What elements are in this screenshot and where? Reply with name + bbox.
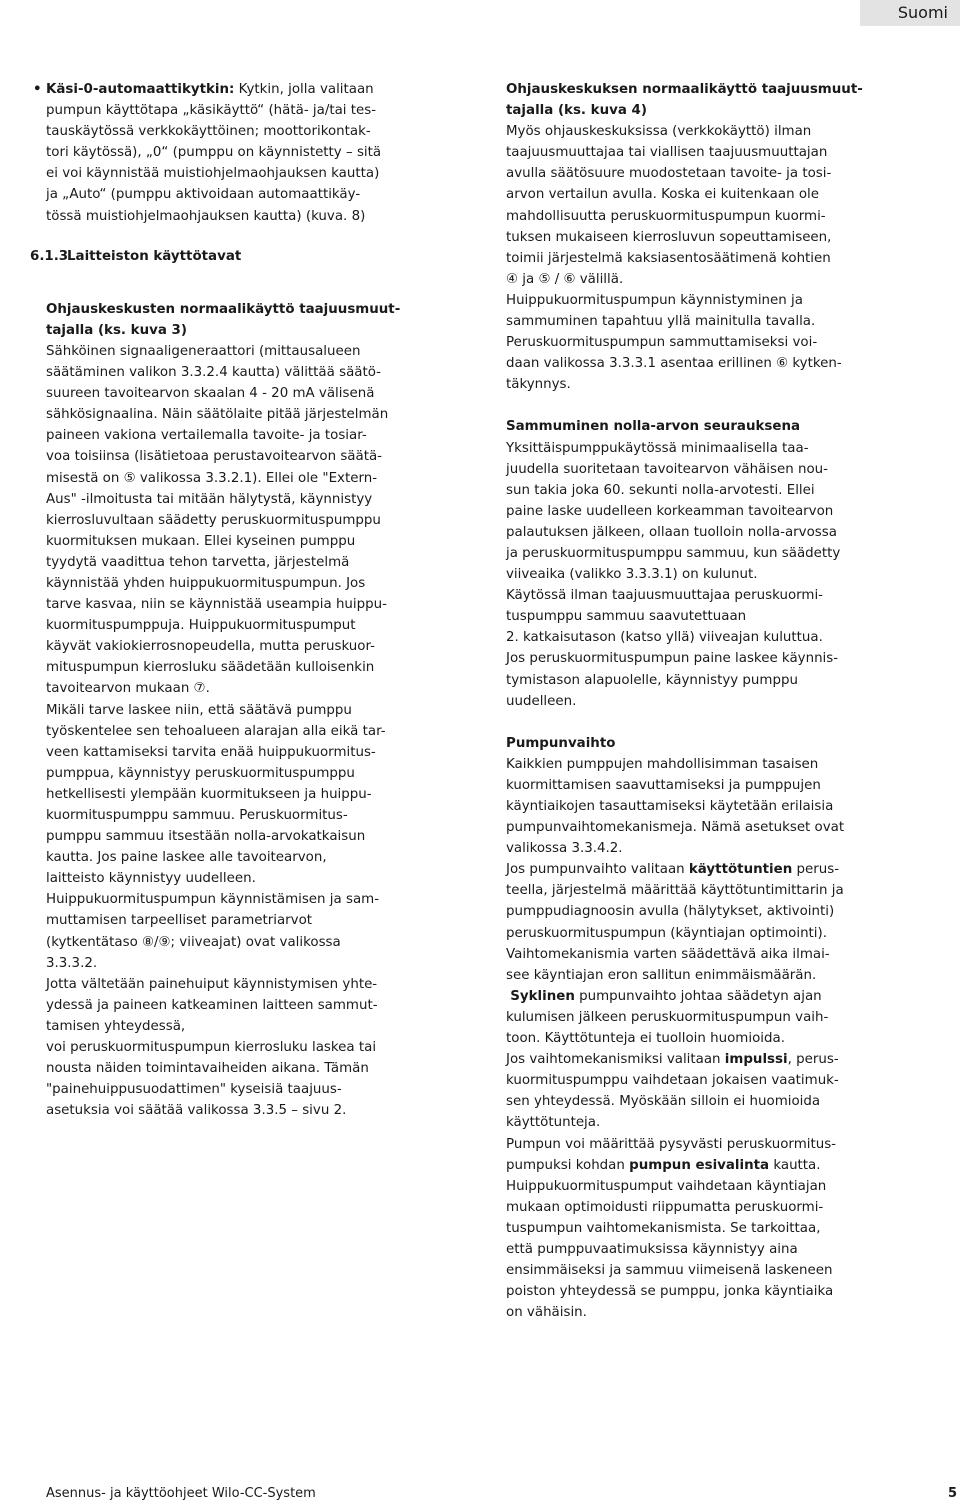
section-heading <box>30 246 396 267</box>
left-column <box>30 79 401 1121</box>
language-tab: Suomi <box>860 0 960 26</box>
bullet-label: Käsi-0-automaattikytkin: <box>46 82 235 97</box>
heading-zero-shutdown: Sammuminen nolla-arvon seurauksena <box>506 419 801 435</box>
bullet-item-switch <box>33 79 396 227</box>
bullet-line: tauskäytössä verkkokäyttöinen; moottorikontak- <box>46 124 371 140</box>
bullet-line: Kytkin, jolla valitaan <box>234 82 374 97</box>
bullet-line: ei voi käynnistää muistiohjelmaohjauksen kautta) <box>46 166 380 182</box>
page-number: 5 <box>948 1486 958 1501</box>
subheading: Ohjauskeskusten normaalikäyttö taajuusmuut- tajalla (ks. kuva 3) <box>46 301 401 338</box>
emphasis-cyclic: Syklinen <box>510 988 575 1004</box>
emphasis-pump-preselection: pumpun esivalinta <box>629 1157 770 1173</box>
bullet-dot: • <box>33 82 42 97</box>
paragraph-pump-change: Kaikkien pumppujen mahdollisimman tasaisen kuormittamisen saavuttamiseksi ja pumppujen käyntiaikojen tasauttamiseksi käytetään erilaisia pumpunvaihtomekanismeja. Nämä asetukset ovat valikossa 3.3.4.2. Jos pumpunvaihto valitaan käyttötuntien perus- teella, järjestelmä määrittää käyttötuntimittarin ja pumppudiagnoosin avulla (hälytykset, aktivointi) peruskuormituspumpun (käyntiajan optimointi). Vaihtomekanismia varten säädettävä aika ilmai- see käyntiajan eron sallitun enimmäismäärän. Syklinen pumpunvaihto johtaa säädetyn ajan kulumisen jälkeen peruskuormituspumpun vaih- toon. Käyttötunteja ei tuolloin huomioida. Jos vaihtomekanismiksi valitaan impulssi, perus- kuormituspumppu vaihdetaan jokaisen vaatimuk- sen yhteydessä. Myöskään silloin ei huomioida käyttötunteja. Pumpun voi määrittää pysyvästi peruskuormitus- pumpuksi kohdan pumpun esivalinta kautta. Huippukuormituspumput vaihdetaan käyntiajan mukaan optimoidusti riippumatta peruskuormi- tuspumpun vaihtomekanismista. Se tarkoittaa, että pumppuvaatimuksissa käynnistyy aina ensimmäiseksi ja sammuu viimeisenä laskeneen poiston yhteydessä se pumppu, jonka käyntiaika on vähäisin. <box>506 756 845 1321</box>
paragraph-normal-operation: Myös ohjauskeskuksissa (verkkokäyttö) ilman taajuusmuuttajaa tai viallisen taajuusmuuttajan avulla säätösuure muodostetaan tavoite- ja tosi- arvon vertailun avulla. Koska ei kuitenkaan ole mahdollisuutta peruskuormituspumpun kuormi- tuksen mukaiseen kierrosluvun sopeuttamiseen, toimii järjestelmä kaksiasentosäätimenä kohtien ④ ja ⑤ / ⑥ välillä. Huippukuormituspumpun käynnistyminen ja sammuminen tapahtuu yllä mainitulla tavalla. Peruskuormituspumpun sammuttamiseksi voi- daan valikossa 3.3.3.1 asentaa erillinen ⑥ kytken- täkynnys. <box>506 124 842 393</box>
emphasis-operating-hours: käyttötuntien <box>688 862 793 878</box>
emphasis-impulse: impulssi <box>724 1052 788 1068</box>
heading-pump-change: Pumpunvaihto <box>506 735 616 751</box>
bullet-line: ja „Auto“ (pumppu aktivoidaan automaattikäy- <box>46 187 361 203</box>
bullet-line: tori käytössä), „0“ (pumppu on käynnistetty – sitä <box>46 145 382 161</box>
bullet-line: pumpun käyttötapa „käsikäyttö“ (hätä- ja/tai tes- <box>46 103 377 119</box>
footer-document-title: Asennus- ja käyttöohjeet Wilo-CC-System <box>46 1486 316 1501</box>
heading-normal-operation: Ohjauskeskuksen normaalikäyttö taajuusmuut- tajalla (ks. kuva 4) <box>506 82 863 119</box>
section-title: Laitteiston käyttötavat <box>67 248 242 264</box>
right-column <box>506 79 863 1323</box>
bullet-line: tössä muistiohjelmaohjauksen kautta) (kuva. 8) <box>46 208 366 224</box>
paragraph-zero-shutdown: Yksittäispumppukäytössä minimaalisella taa- juudella suoritetaan tavoitearvon vähäisen nou- sun takia joka 60. sekunti nolla-arvotesti. Ellei paine laske uudelleen korkeamman tavoitearvon palautuksen jälkeen, ollaan tuolloin nolla-arvossa ja peruskuormituspumppu sammuu, kun säädetty viiveaika (valikko 3.3.3.1) on kulunut. Käytössä ilman taajuusmuuttajaa peruskuormi- tuspumppu sammuu saavutettuaan 2. katkaisutason (katso yllä) viiveajan kuluttua. Jos peruskuormituspumpun paine laskee käynnis- tymistason alapuolelle, käynnistyy pumppu uudelleen. <box>506 440 841 709</box>
section-number: 6.1.3 <box>30 248 69 264</box>
body-paragraph: Sähköinen signaaligeneraattori (mittausalueen säätäminen valikon 3.3.2.4 kautta) välittää säätö- suureen tavoitearvon skaalan 4 - 20 mA välisenä sähkösignaalina. Näin säätölaite pitää järjestelmän paineen vakiona vertailemalla tavoite- ja tosiar- voa toisiinsa (lisätietoaa perustavoitearvon säätä- misestä on ⑤ valikossa 3.3.2.1). Ellei ole "Extern- Aus" -ilmoitusta tai mitään hälytystä, käynnistyy kierrosluvultaan säädetty peruskuormituspumppu kuormituksen mukaan. Ellei kyseinen pumppu tyydytä vaadittua tehon tarvetta, järjestelmä käynnistää yhden huippukuormituspumpun. Jos tarve kasvaa, niin se käynnistää useampia huippu- kuormituspumppuja. Huippukuormituspumput käyvät vakiokierrosnopeudella, mutta peruskuor- mituspumpun kierrosluku säädetään kulloisenkin tavoitearvon mukaan ⑦. Mikäli tarve laskee niin, että säätävä pumppu työskentelee sen tehoalueen alarajan alla eikä tar- veen kattamiseksi tarvita enää huippukuormitus- pumppua, käynnistyy peruskuormituspumppu hetkellisesti ylempään kuormitukseen ja huippu- kuormituspumppu sammuu. Peruskuormitus- pumppu sammuu itsestään nolla-arvokatkaisun kautta. Jos paine laskee alle tavoitearvon, laitteisto käynnistyy uudelleen. Huippukuormituspumpun käynnistämisen ja sam- muttamisen tarpeelliset parametriarvot (kytkentätaso ⑧/⑨; viiveajat) ovat valikossa 3.3.3.2. Jotta vältetään painehuiput käynnistymisen yhte- ydessä ja paineen katkeaminen laitteen sammut- tamisen yhteydessä, voi peruskuormituspumpun kierrosluku laskea tai nousta näiden toimintavaiheiden aikana. Tämän "painehuippusuodattimen" kyseisiä taajuus- asetuksia voi säätää valikossa 3.3.5 – sivu 2. <box>46 343 389 1119</box>
